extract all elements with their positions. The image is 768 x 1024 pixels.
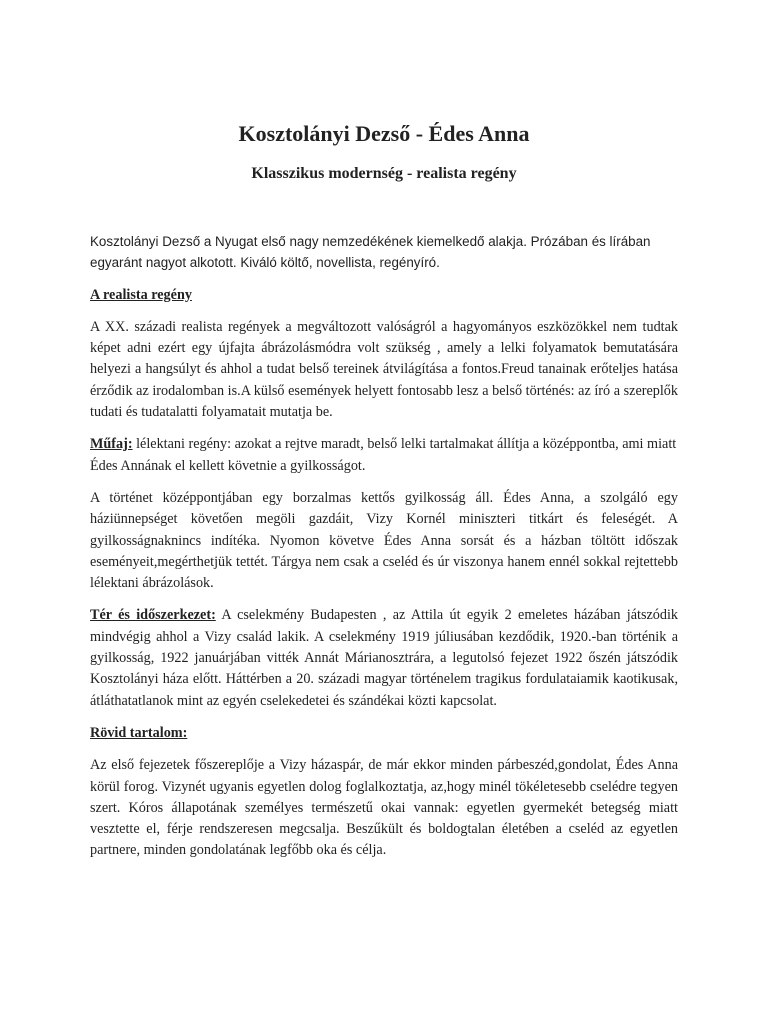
document-body bbox=[90, 231, 678, 873]
section-heading-summary: Rövid tartalom: bbox=[90, 724, 188, 741]
genre-text: lélektani regény: azokat a rejtve maradt, belső lelki tartalmakat állítja a középpontba, ami miatt Édes Annának el kellett követnie a gyilkosságot. bbox=[90, 436, 677, 474]
intro-paragraph: Kosztolányi Dezső a Nyugat első nagy nemzedékének kiemelkedő alakja. Prózában és lírában egyaránt nagyot alkotott. Kiváló költő, novellista, regényíró. bbox=[90, 234, 651, 271]
realist-novel-paragraph: A XX. századi realista regények a megváltozott valóságról a hagyományos eszközökkel nem tudtak képet adni ezért egy újfajta ábrázolásmódra volt szükség , amely a lelki folyamatok bemutatására helyezi a hangsúlyt és ahhol a tudat belső tereinek átvilágítása a fontos.Freud tanainak erőteljes hatása érződik az irodalomban is.A külső események helyett fontosabb lesz a belső történés: az író a szereplők tudati és tudatalatti folyamatait mutatja be. bbox=[90, 318, 678, 421]
space-time-text: A cselekmény Budapesten , az Attila út egyik 2 emeletes házában játszódik mindvégig ahhol a Vizy család lakik. A cselekmény 1919 júliusában kezdődik, 1920.-ban történik a gyilkosság, 1922 januárjában vitték Annát Márianosztrára, a legutolsó fejezet 1922 őszén játszódik Kosztolányi háza előtt. Háttérben a 20. századi magyar történelem tragikus fordulataiamik kaotikusak, átláthatatlanok mint az egyén cselekedetei és szándékai közti kapcsolat. bbox=[90, 607, 678, 709]
page-subtitle: Klasszikus modernség - realista regény bbox=[251, 165, 517, 182]
space-time-label: Tér és időszerkezet: bbox=[90, 607, 216, 624]
story-paragraph: A történet középpontjában egy borzalmas kettős gyilkosság áll. Édes Anna, a szolgáló egy háziünnepséget követően megöli gazdáit, Vizy Kornél miniszteri titkárt és feleségét. A gyilkosságnaknincs indítéka. Nyomon követve Édes Anna sorsát és a házban töltött időszak eseményeit,megérthetjük tettét. Tárgya nem csak a cseléd és úr viszonya hanem ennél sokkal rejtettebb lélektani ábrázolások. bbox=[90, 489, 678, 592]
page-title: Kosztolányi Dezső - Édes Anna bbox=[238, 121, 530, 146]
space-time-paragraph bbox=[90, 605, 678, 711]
genre-paragraph bbox=[90, 434, 678, 477]
section-heading-realist-novel: A realista regény bbox=[90, 286, 192, 303]
summary-paragraph: Az első fejezetek főszereplője a Vizy házaspár, de már ekkor minden párbeszéd,gondolat, Édes Anna körül forog. Vizynét ugyanis egyetlen dolog foglalkoztatja, az,hogy minél tökéletesebb cselédre tegyen szert. Kóros állapotának személyes természetű okai vannak: egyetlen gyermekét betegség miatt vesztette el, férje rendszeresen megcsalja. Beszűkült és boldogtalan életében a cseléd az egyetlen partnere, minden gondolatának legfőbb oka és célja. bbox=[90, 757, 678, 859]
genre-label: Műfaj: bbox=[90, 436, 133, 453]
